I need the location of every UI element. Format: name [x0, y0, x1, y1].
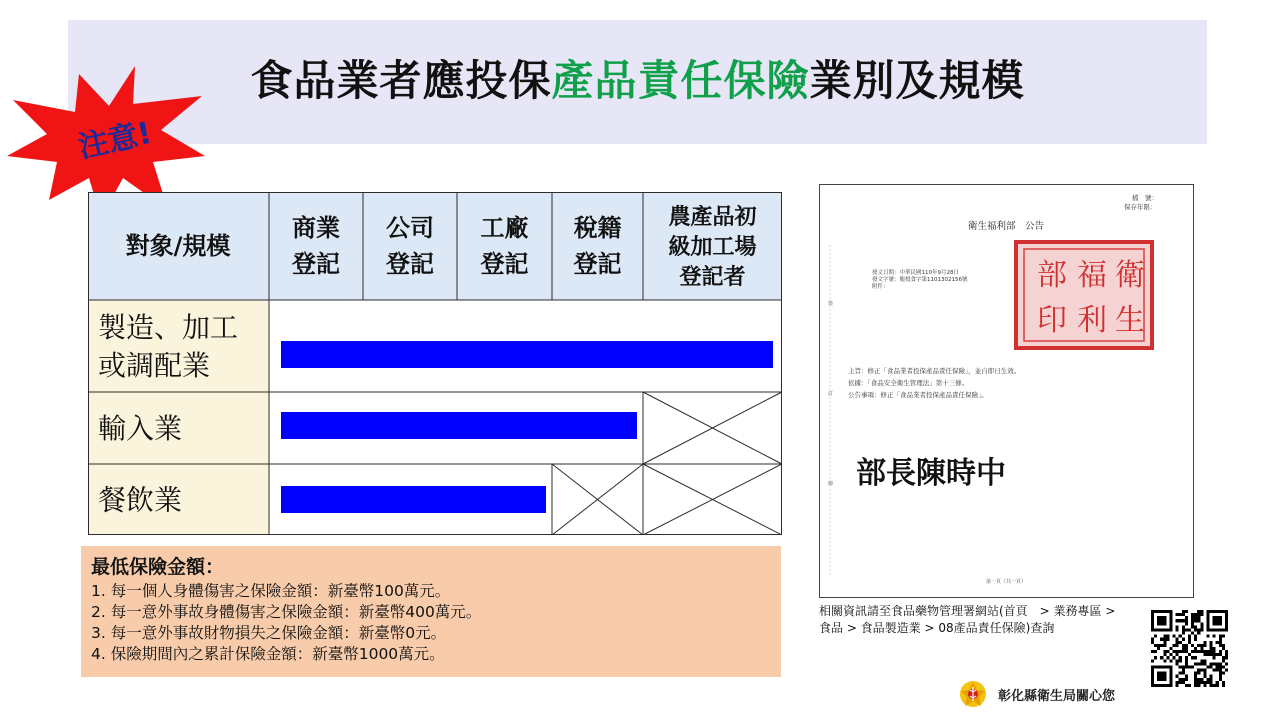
insurance-list — [91, 581, 481, 665]
title-banner — [68, 20, 1207, 144]
coverage-bar — [281, 341, 773, 368]
row-label: 或調配業 — [98, 349, 211, 382]
notice-retention: 保存年限： — [1124, 203, 1157, 211]
notice-meta: 附件： — [872, 284, 889, 290]
seal-char: 印 — [1037, 303, 1067, 338]
notice-page — [820, 185, 1193, 597]
column-header: 級加工場 — [668, 235, 757, 260]
column-header: 商業 — [292, 214, 340, 242]
notice-body: 公告事項：修正「食品業者投保產品責任保險」。 — [848, 391, 988, 399]
seal-char: 福 — [1077, 258, 1107, 293]
binding-mark: 訂 — [828, 391, 834, 397]
insurance-item: 4. 保險期間內之累計保險金額：新臺幣1000萬元。 — [91, 645, 445, 663]
seal-char: 生 — [1115, 303, 1145, 338]
insurance-box — [81, 546, 781, 677]
burst-label: 注意! — [75, 115, 155, 166]
seal-char: 部 — [1037, 258, 1067, 293]
column-header: 稅籍 — [573, 214, 622, 242]
column-header: 公司 — [386, 214, 434, 242]
column-header: 登記 — [573, 250, 622, 278]
row-label: 製造、加工 — [98, 311, 239, 344]
notice-meta: 發文字號：衛授食字第1101302156號 — [872, 277, 968, 283]
notice-heading: 衛生福利部 公告 — [967, 221, 1045, 232]
notice-meta: 發文日期：中華民國110年9月28日 — [872, 270, 959, 276]
table-corner-header: 對象/規模 — [125, 232, 231, 260]
insurance-item: 3. 每一意外事故財物損失之保險金額：新臺幣0元。 — [91, 624, 447, 642]
seal-char: 利 — [1077, 303, 1107, 338]
coverage-bar — [281, 412, 637, 439]
column-header: 登記者 — [679, 265, 746, 290]
binding-mark: 線 — [828, 481, 834, 487]
insurance-title: 最低保險金額： — [91, 556, 225, 578]
insurance-item: 1. 每一個人身體傷害之保險金額：新臺幣100萬元。 — [91, 582, 451, 600]
coverage-bar — [281, 486, 546, 513]
notice-page-footer: 第一頁（共一頁） — [985, 579, 1027, 585]
official-seal — [1016, 242, 1152, 348]
row-label: 輸入業 — [98, 412, 183, 445]
column-header: 工廠 — [480, 214, 529, 242]
column-header: 登記 — [292, 250, 340, 278]
health-bureau-logo — [958, 679, 988, 709]
notice-body: 依據：「食品安全衛生管理法」第十三條。 — [848, 379, 969, 387]
footer — [958, 678, 1115, 710]
seal-char: 衛 — [1115, 258, 1145, 293]
column-header: 農產品初 — [668, 205, 757, 230]
business-table — [88, 192, 782, 535]
insurance-item: 2. 每一意外事故身體傷害之保險金額：新臺幣400萬元。 — [91, 603, 482, 621]
notice-body: 主旨：修正「食品業者投保產品責任保險」，並自即日生效。 — [848, 367, 1021, 375]
binding-mark: 裝 — [828, 301, 834, 307]
footer-text: 彰化縣衛生局關心您 — [998, 688, 1116, 704]
reference-note: 相關資訊請至食品藥物管理署網站(首頁 > 業務專區 > 食品 > 食品製造業 > 08產品責任保險)查詢 — [819, 604, 1116, 635]
column-header: 登記 — [480, 250, 529, 278]
minister-signature: 部長陳時中 — [856, 456, 1006, 491]
qr-code[interactable] — [1151, 610, 1228, 687]
column-header: 登記 — [386, 250, 434, 278]
page-title: 食品業者應投保產品責任保險業別及規模 — [250, 56, 1025, 105]
official-notice — [819, 184, 1194, 598]
notice-file-no: 檔 號： — [1132, 194, 1158, 202]
row-label: 餐飲業 — [98, 483, 183, 517]
